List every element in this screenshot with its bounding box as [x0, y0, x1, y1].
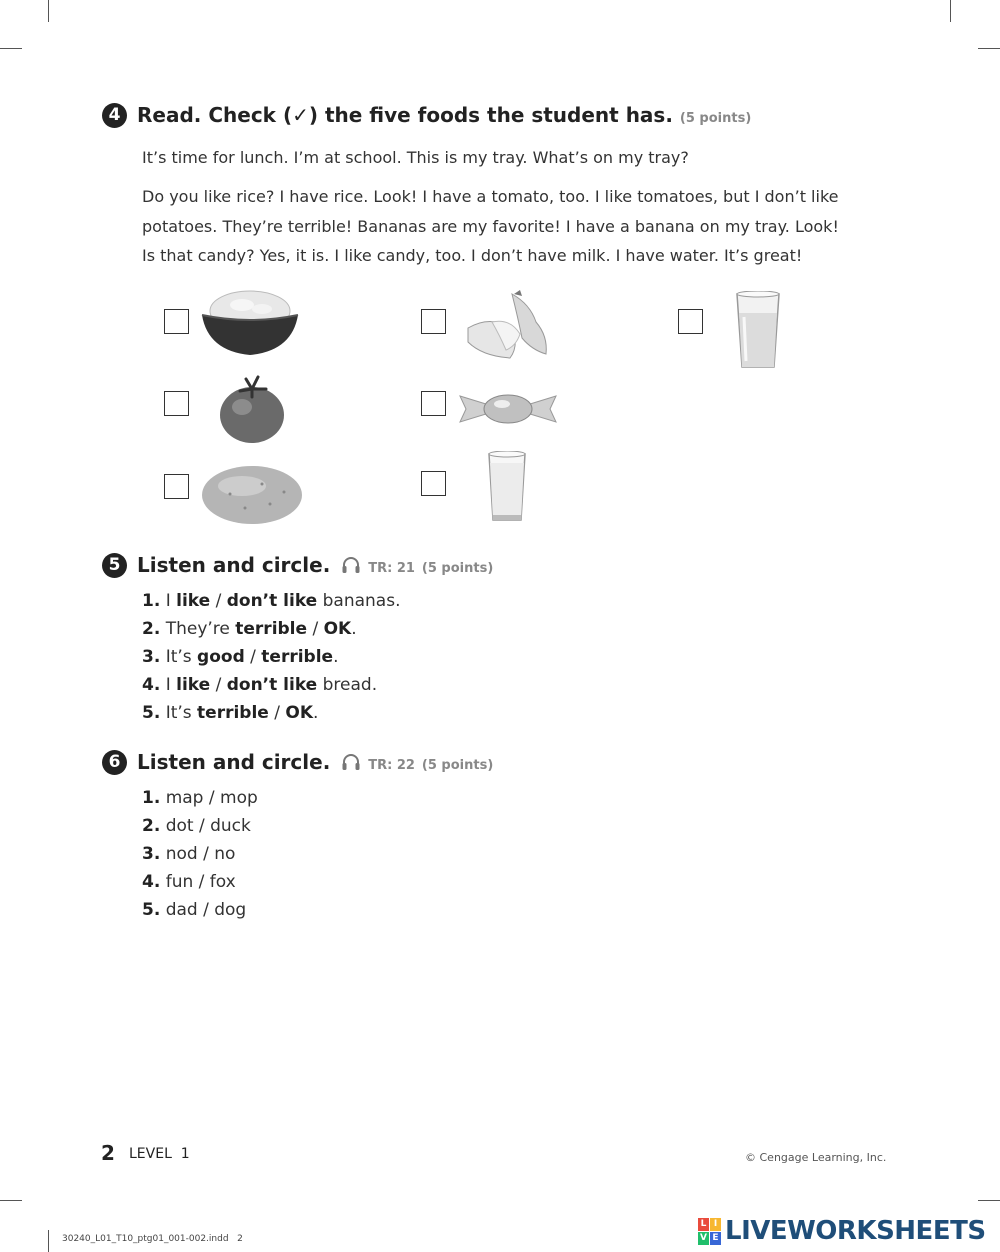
section-5-number: 5: [102, 553, 127, 578]
item-number: 5.: [142, 900, 161, 920]
item-pre: It’s: [165, 647, 198, 667]
item-post: .: [351, 619, 357, 639]
section-4-title-text: Read. Check (✓) the five foods the student has.: [137, 103, 673, 127]
section-5-item-2: 2. They’re terrible / OK.: [142, 619, 357, 639]
option-a[interactable]: terrible: [197, 703, 269, 723]
section-6-item-3[interactable]: [142, 844, 235, 864]
section-5-item-1: 1. I like / don’t like bananas.: [142, 591, 401, 611]
potato-image: [200, 464, 304, 526]
crop-mark: [48, 0, 49, 22]
crop-mark: [0, 1200, 22, 1201]
option-b[interactable]: terrible: [261, 647, 334, 667]
item-number: 2.: [142, 619, 161, 639]
crop-mark: [978, 48, 1000, 49]
copyright: © Cengage Learning, Inc.: [745, 1151, 887, 1164]
section-5-item-5: 5. It’s terrible / OK.: [142, 703, 319, 723]
item-post: .: [313, 703, 319, 723]
option-b[interactable]: OK: [323, 619, 352, 639]
item-number: 2.: [142, 816, 161, 836]
badge-letter: E: [710, 1232, 721, 1245]
section-5-title: [137, 553, 493, 577]
item-post: .: [333, 647, 339, 667]
item-number: 1.: [142, 591, 161, 611]
banana-checkbox[interactable]: [421, 309, 446, 334]
section-6-number: 6: [102, 750, 127, 775]
item-number: 3.: [142, 647, 161, 667]
crop-mark: [48, 1230, 49, 1252]
logo-badge: [698, 1218, 722, 1246]
section-5-item-4: 4. I like / don’t like bread.: [142, 675, 378, 695]
section-6-title-text: Listen and circle.: [137, 750, 331, 774]
section-4-points: (5 points): [679, 111, 752, 126]
option-b[interactable]: don’t like: [226, 675, 318, 695]
crop-mark: [0, 48, 22, 49]
badge-letter: V: [698, 1232, 709, 1245]
tomato-image: [216, 373, 288, 445]
water-checkbox[interactable]: [678, 309, 703, 334]
brand-name: LIVEWORKSHEETS: [725, 1216, 986, 1246]
item-options[interactable]: map / mop: [165, 788, 258, 808]
crop-mark: [950, 0, 951, 22]
item-post: bread.: [317, 675, 378, 695]
tomato-checkbox[interactable]: [164, 391, 189, 416]
item-options[interactable]: nod / no: [165, 844, 236, 864]
milk-checkbox[interactable]: [421, 471, 446, 496]
reading-line-1: Do you like rice? I have rice. Look! I have a tomato, too. I like tomatoes, but I don’t like: [142, 187, 839, 206]
item-pre: It’s: [165, 703, 198, 723]
reading-intro: It’s time for lunch. I’m at school. This is my tray. What’s on my tray?: [142, 148, 689, 167]
item-pre: They’re: [165, 619, 236, 639]
option-a[interactable]: like: [176, 591, 211, 611]
section-5-track: TR: 21: [368, 561, 415, 576]
section-6-item-5[interactable]: [142, 900, 246, 920]
headphones-icon: [341, 555, 361, 575]
rice-bowl-image: [200, 285, 300, 357]
item-number: 1.: [142, 788, 161, 808]
item-options[interactable]: dot / duck: [165, 816, 251, 836]
badge-letter: L: [698, 1218, 709, 1231]
item-number: 3.: [142, 844, 161, 864]
item-options[interactable]: fun / fox: [165, 872, 236, 892]
rice-checkbox[interactable]: [164, 309, 189, 334]
section-6-item-4[interactable]: [142, 872, 236, 892]
item-options[interactable]: dad / dog: [165, 900, 247, 920]
section-6-title: [137, 750, 493, 774]
option-b[interactable]: don’t like: [226, 591, 318, 611]
section-5-points: (5 points): [421, 561, 494, 576]
badge-letter: I: [710, 1218, 721, 1231]
item-number: 4.: [142, 675, 161, 695]
section-6-points: (5 points): [421, 758, 494, 773]
item-post: bananas.: [317, 591, 401, 611]
potato-checkbox[interactable]: [164, 474, 189, 499]
section-6-item-1[interactable]: [142, 788, 258, 808]
section-4-title: [137, 103, 751, 127]
water-glass-image: [734, 291, 782, 371]
option-a[interactable]: terrible: [235, 619, 308, 639]
reading-line-2: potatoes. They’re terrible! Bananas are my favorite! I have a banana on my tray. Look!: [142, 217, 839, 236]
candy-checkbox[interactable]: [421, 391, 446, 416]
section-6-track: TR: 22: [368, 758, 415, 773]
section-5-title-text: Listen and circle.: [137, 553, 331, 577]
banana-image: [462, 288, 554, 362]
option-a[interactable]: good: [197, 647, 245, 667]
page-number: 2: [101, 1141, 115, 1165]
liveworksheets-logo[interactable]: [698, 1216, 996, 1248]
item-number: 5.: [142, 703, 161, 723]
item-number: 4.: [142, 872, 161, 892]
level-label: LEVEL 1: [129, 1146, 190, 1162]
candy-image: [456, 388, 560, 428]
milk-glass-image: [486, 451, 528, 523]
section-6-item-2[interactable]: [142, 816, 251, 836]
item-pre: I: [165, 591, 177, 611]
crop-mark: [978, 1200, 1000, 1201]
section-5-item-3: 3. It’s good / terrible.: [142, 647, 339, 667]
item-pre: I: [165, 675, 177, 695]
section-4-number: 4: [102, 103, 127, 128]
reading-line-3: Is that candy? Yes, it is. I like candy, too. I don’t have milk. I have water. It’s great!: [142, 246, 803, 265]
option-b[interactable]: OK: [285, 703, 313, 723]
option-a[interactable]: like: [176, 675, 211, 695]
file-name: 30240_L01_T10_ptg01_001-002.indd 2: [62, 1234, 243, 1244]
headphones-icon: [341, 752, 361, 772]
